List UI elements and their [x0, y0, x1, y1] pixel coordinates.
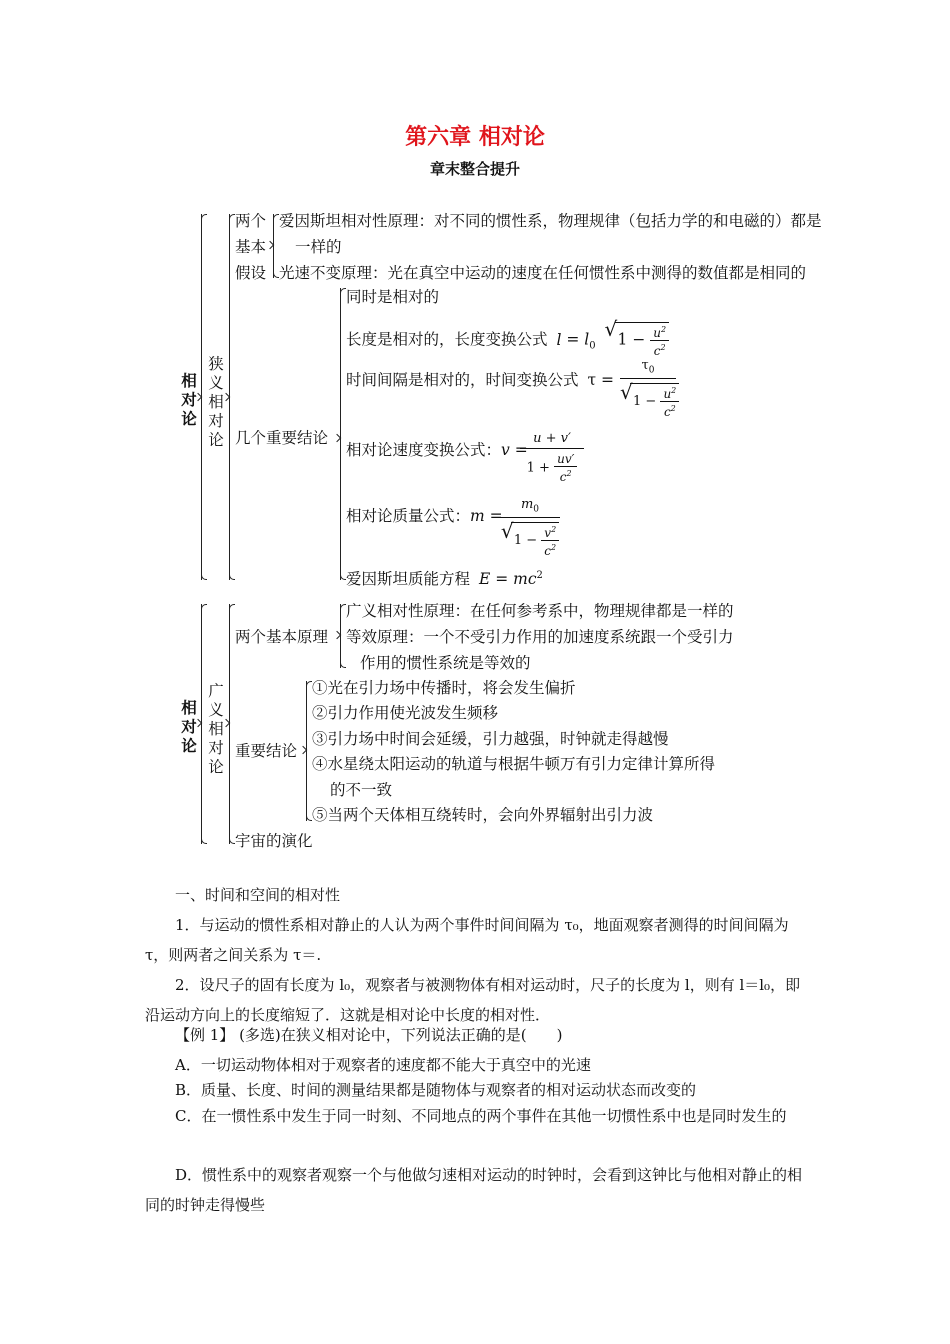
- gr-result-4-cont: 的不一致: [330, 781, 393, 799]
- sr-assumption-1-cont: 一样的: [295, 238, 342, 256]
- option-c: C．在一惯性系中发生于同一时刻、不同地点的两个事件在其他一切惯性系中也是同时发生的: [175, 1107, 787, 1125]
- sr-branch-label: 狭义相对论: [208, 355, 224, 449]
- gr-result-1: ①光在引力场中传播时，将会发生偏折: [312, 679, 576, 697]
- sr-time-formula: $\tau_0$ √ 1 − $\frac{u^2}{c^2}$: [620, 358, 676, 419]
- sr-root-label: 相对论: [181, 372, 197, 428]
- gr-cosmos: 宇宙的演化: [235, 832, 313, 850]
- option-b: B．质量、长度、时间的测量结果都是随物体与观察者的相对运动状态而改变的: [175, 1081, 697, 1099]
- sr-conclusions-label: 几个重要结论: [235, 429, 329, 447]
- sr-assumptions-label-2: 基本: [235, 238, 267, 256]
- sr-mass-formula: $m_0$ √ 1 − $\frac{v^2}{c^2}$: [500, 497, 560, 558]
- option-a: A．一切运动物体相对于观察者的速度都不能大于真空中的光速: [175, 1056, 591, 1074]
- gr-principles-label: 两个基本原理: [235, 628, 329, 646]
- paragraph-2: 2．设尺子的固有长度为 l₀，观察者与被测物体有相对运动时，尺子的长度为 l，则有 l＝l₀，即沿运动方向上的长度缩短了．这就是相对论中长度的相对性．: [145, 976, 801, 1024]
- gr-result-4: ④水星绕太阳运动的轨道与根据牛顿万有引力定律计算所得: [312, 755, 716, 773]
- gr-principle-2-cont: 作用的惯性系统是等效的: [360, 654, 531, 672]
- chapter-title: 第六章 相对论: [405, 125, 545, 150]
- example-1-question: 【例 1】 (多选)在狭义相对论中，下列说法正确的是( ): [175, 1026, 563, 1044]
- sr-conclusion-energy: 爱因斯坦质能方程 $E = mc^2$: [346, 570, 543, 589]
- sr-conclusion-time: 时间间隔是相对的，时间变换公式 τ =: [346, 371, 614, 389]
- gr-result-5: ⑤当两个天体相互绕转时，会向外界辐射出引力波: [312, 806, 654, 824]
- gr-result-2: ②引力作用使光波发生频移: [312, 704, 499, 722]
- option-d: D．惯性系中的观察者观察一个与他做匀速相对运动的时钟时，会看到这钟比与他相对静止的相同的时钟走得慢些: [145, 1166, 803, 1214]
- sr-assumptions-label-1: 两个: [235, 212, 267, 230]
- gr-principle-1: 广义相对性原理：在任何参考系中，物理规律都是一样的: [346, 602, 734, 620]
- sr-conclusion-length: 长度是相对的，长度变换公式 $l = l_0$ √ 1 − $\frac{u^2}{c^2}$: [346, 322, 669, 358]
- sr-velocity-formula: u + v′ 1 + $\frac{uv'}{c^2}$: [520, 431, 584, 484]
- gr-result-3: ③引力场中时间会延缓，引力越强，时钟就走得越慢: [312, 730, 669, 748]
- gr-branch-label: 广义相对论: [208, 682, 224, 776]
- sr-assumptions-label-3: 假设: [235, 264, 267, 282]
- sr-conclusion-simultaneity: 同时是相对的: [346, 288, 440, 306]
- gr-conclusions-label: 重要结论: [235, 742, 298, 760]
- gr-principle-2: 等效原理：一个不受引力作用的加速度系统跟一个受引力: [346, 628, 734, 646]
- sr-assumption-2: 光速不变原理：光在真空中运动的速度在任何惯性系中测得的数值都是相同的: [279, 264, 807, 282]
- section-subtitle: 章末整合提升: [429, 160, 520, 178]
- gr-root-label: 相对论: [181, 699, 197, 755]
- sr-conclusions-brace: [340, 288, 341, 580]
- sr-conclusion-mass: 相对论质量公式：m =: [346, 507, 503, 525]
- sr-conclusion-velocity: 相对论速度变换公式：v =: [346, 441, 528, 459]
- paragraph-1: 1．与运动的惯性系相对静止的人认为两个事件时间间隔为 τ₀，地面观察者测得的时间间隔为 τ，则两者之间关系为 τ＝.: [145, 916, 789, 964]
- section-heading: 一、时间和空间的相对性: [175, 886, 341, 904]
- sr-assumption-1: 爱因斯坦相对性原理：对不同的惯性系，物理规律（包括力学的和电磁的）都是: [279, 212, 822, 230]
